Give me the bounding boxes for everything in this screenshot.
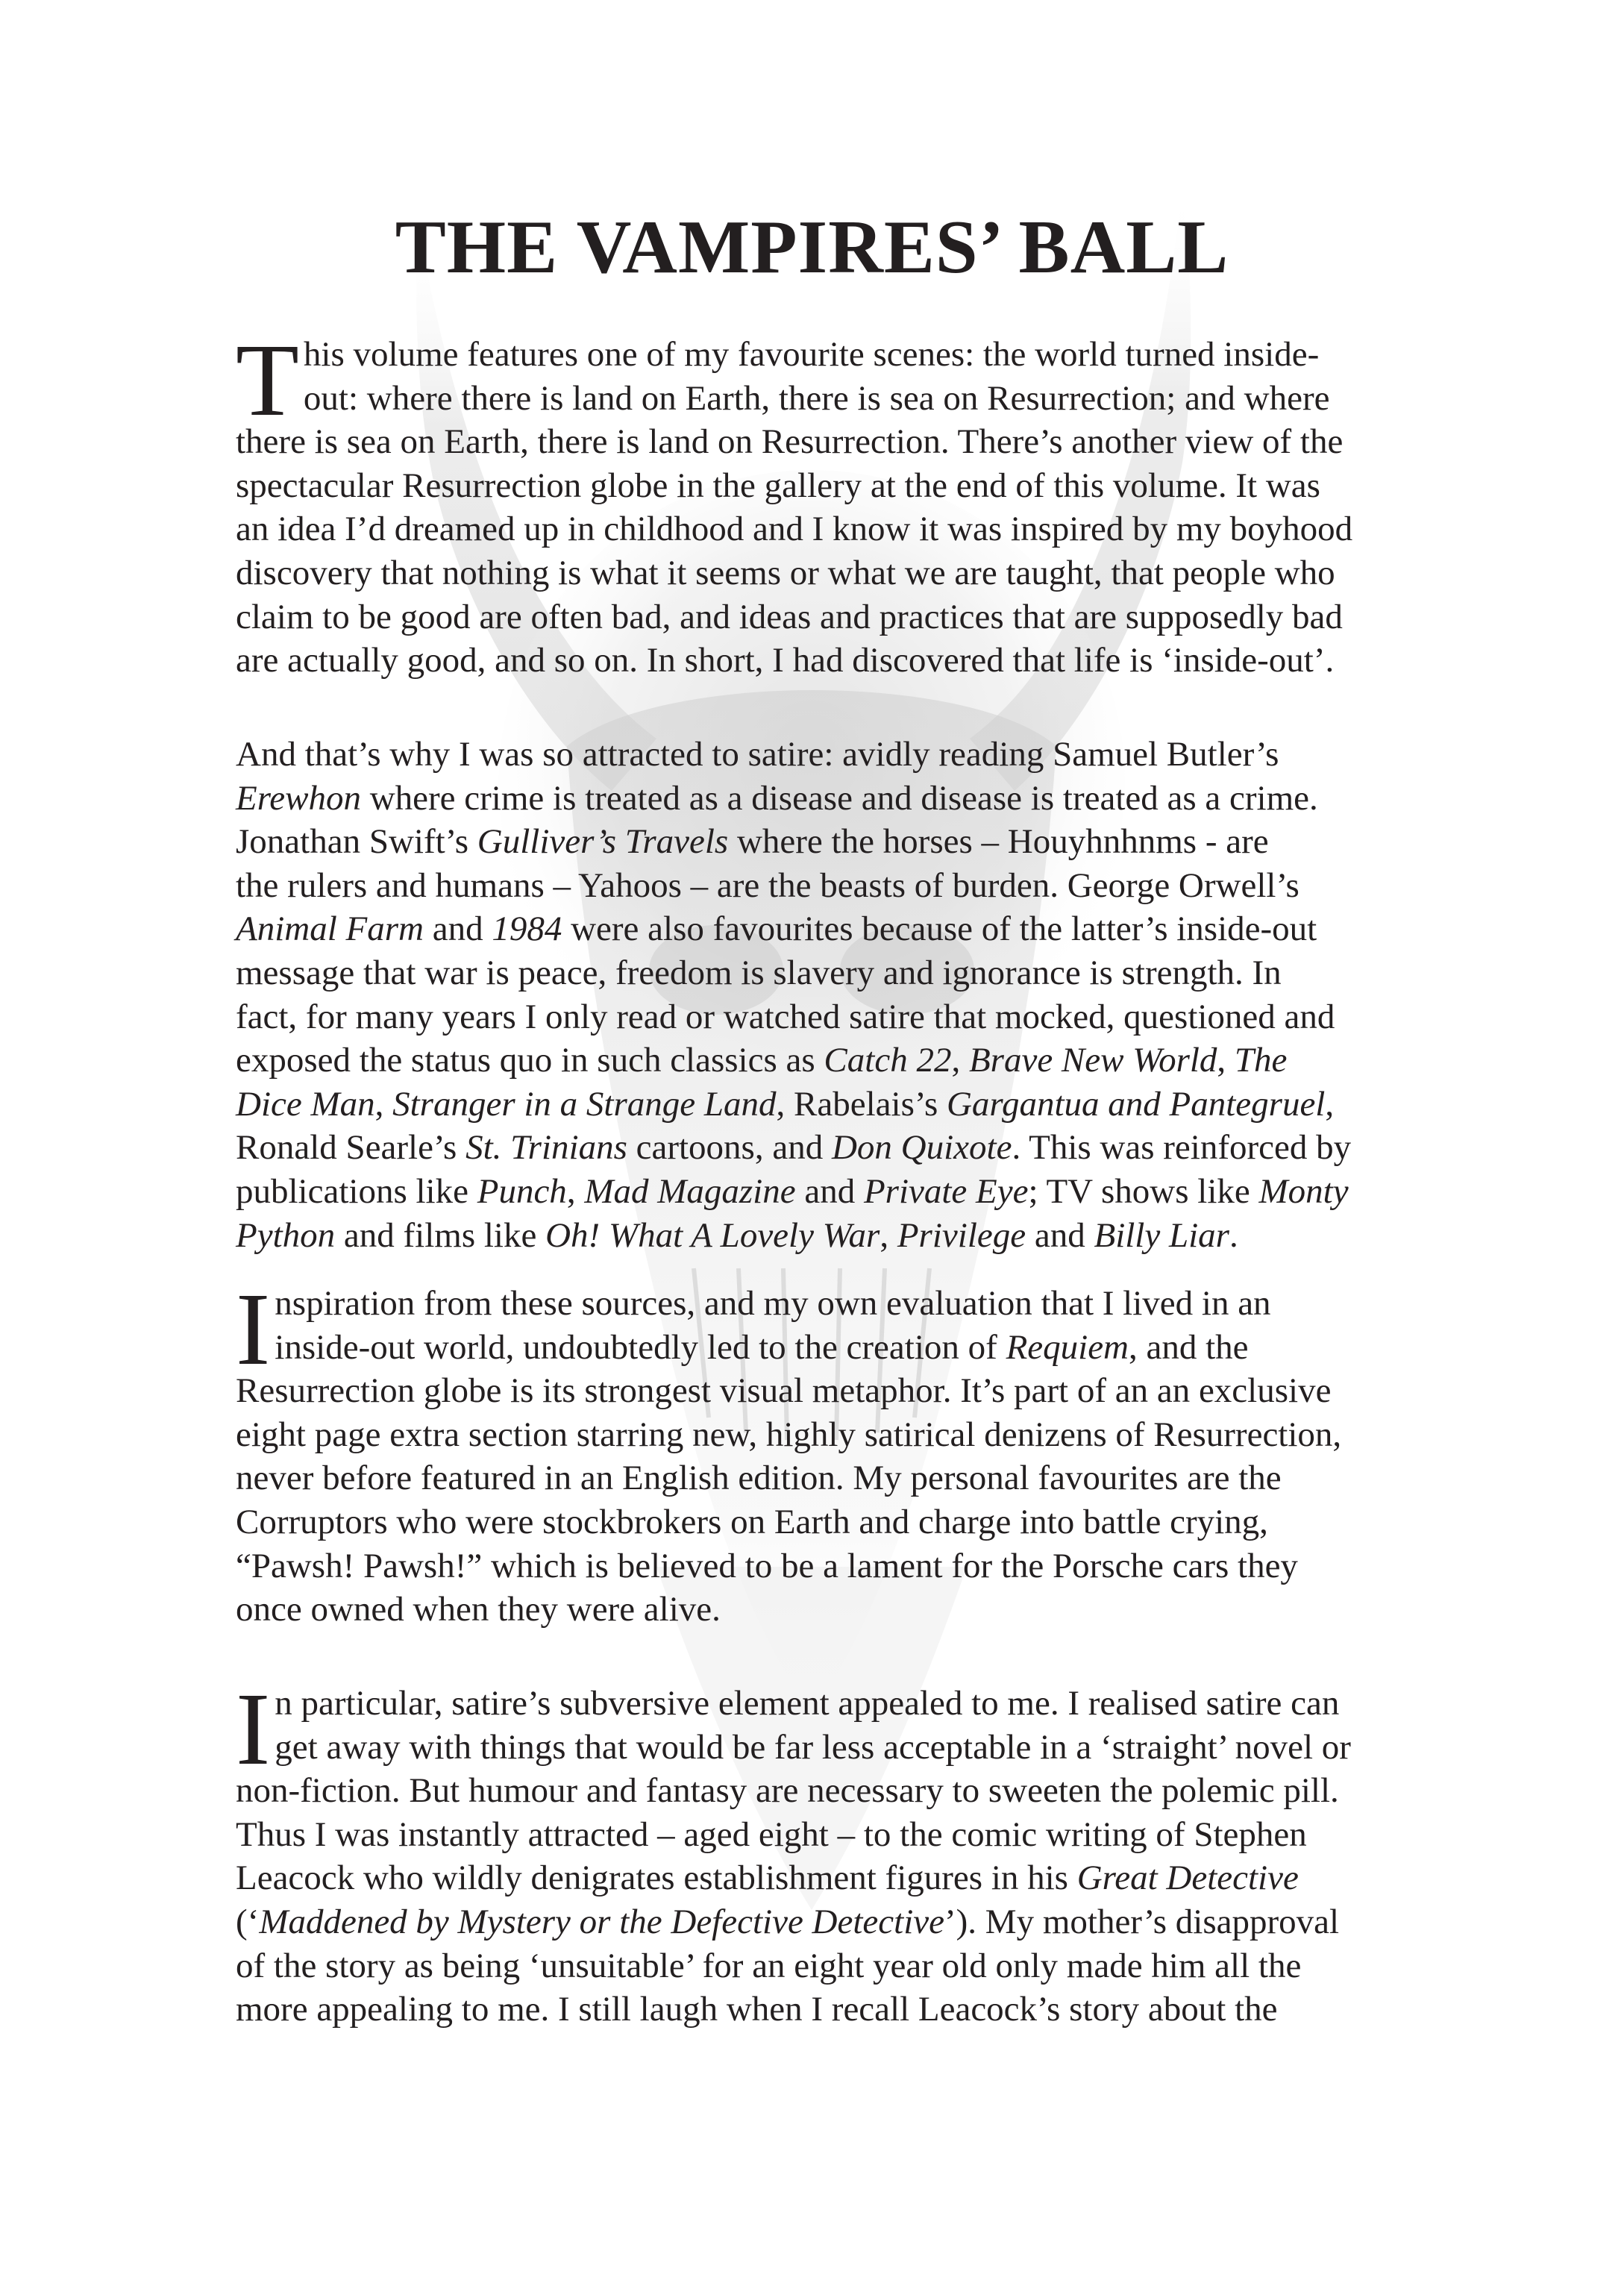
text-line [236, 1039, 1414, 1083]
book-title: Maddened by Mystery or the Defective Detective [259, 1902, 944, 1941]
book-title: The [1234, 1041, 1288, 1080]
text-run: , [951, 1041, 969, 1080]
text-line: get away with things that would be far less acceptable in a ‘straight’ novel or [275, 1727, 1351, 1767]
book-title: Animal Farm [236, 909, 424, 949]
text-line: n particular, satire’s subversive element appealed to me. I realised satire can [275, 1684, 1340, 1723]
drop-cap-i: I [236, 1272, 271, 1387]
book-title: Great Detective [1076, 1858, 1299, 1898]
text-run: , [1325, 1084, 1335, 1124]
text-line [236, 1083, 1414, 1127]
text-line: out: where there is land on Earth, there is sea on Resurrection; and where [303, 378, 1330, 418]
text-line [236, 1214, 1414, 1258]
paragraph-2 [236, 733, 1414, 1257]
text-run: , [880, 1215, 897, 1255]
film-title: Billy Liar [1094, 1215, 1229, 1255]
text-run: inside-out world, undoubtedly led to the creation of [275, 1327, 1006, 1367]
paragraph-1 [236, 323, 1414, 683]
film-title: Oh! What A Lovely War [545, 1215, 880, 1255]
text-run: Leacock who wildly denigrates establishment figures in his [236, 1858, 1077, 1898]
text-line: discovery that nothing is what it seems or what we are taught, that people who [236, 553, 1335, 592]
text-line: “Pawsh! Pawsh!” which is believed to be a lament for the Porsche cars they [236, 1546, 1298, 1585]
drop-cap-t: T [236, 323, 299, 438]
book-title: Brave New World [968, 1041, 1217, 1080]
show-title: Monty [1258, 1171, 1349, 1211]
show-title: Python [236, 1215, 336, 1255]
text-line: his volume features one of my favourite scenes: the world turned inside- [303, 335, 1320, 374]
text-line: fact, for many years I only read or watched satire that mocked, questioned and [236, 997, 1335, 1036]
text-run: where crime is treated as a disease and disease is treated as a crime. [360, 778, 1318, 818]
text-run: , [374, 1084, 393, 1124]
text-line: an idea I’d dreamed up in childhood and I know it was inspired by my boyhood [236, 510, 1353, 549]
text-line: there is sea on Earth, there is land on Resurrection. There’s another view of the [236, 422, 1344, 462]
text-line: of the story as being ‘unsuitable’ for an eight year old only made him all the [236, 1946, 1302, 1985]
text-run: , and the [1129, 1327, 1249, 1367]
text-line: And that’s why I was so attracted to satire: avidly reading Samuel Butler’s [236, 735, 1279, 774]
paragraph-3 [236, 1272, 1414, 1632]
text-line: Corruptors who were stockbrokers on Earth and charge into battle crying, [236, 1502, 1268, 1541]
text-run: Jonathan Swift’s [236, 822, 477, 862]
publication-title: Mad Magazine [584, 1171, 796, 1211]
text-run: (‘ [236, 1902, 260, 1941]
book-title: Requiem [1006, 1327, 1129, 1367]
text-line: message that war is peace, freedom is slavery and ignorance is strength. In [236, 953, 1282, 992]
book-title: Dice Man [236, 1084, 375, 1124]
text-run: were also favourites because of the latter’s inside-out [562, 909, 1317, 949]
text-line: are actually good, and so on. In short, I had discovered that life is ‘inside-out’. [236, 641, 1335, 680]
book-title: Gulliver’s Travels [477, 822, 729, 862]
text-line: once owned when they were alive. [236, 1590, 721, 1629]
text-run: . This was reinforced by [1012, 1128, 1352, 1168]
text-run: ’). My mother’s disapproval [944, 1902, 1340, 1941]
text-run: and [423, 909, 492, 949]
paragraph-4 [236, 1672, 1414, 2032]
text-line: the rulers and humans – Yahoos – are the beasts of burden. George Orwell’s [236, 865, 1299, 905]
book-title: Stranger in a Strange Land [392, 1084, 777, 1124]
drop-cap-i: I [236, 1672, 271, 1787]
text-line: nspiration from these sources, and my own evaluation that I lived in an [275, 1284, 1271, 1323]
text-line: non-fiction. But humour and fantasy are necessary to sweeten the polemic pill. [236, 1771, 1339, 1811]
book-title: St. Trinians [465, 1128, 627, 1168]
text-line: more appealing to me. I still laugh when I recall Leacock’s story about the [236, 1990, 1278, 2029]
text-line: Resurrection globe is its strongest visual metaphor. It’s part of an an exclusive [236, 1371, 1332, 1411]
text-line [236, 777, 1414, 821]
text-line: claim to be good are often bad, and ideas and practices that are supposedly bad [236, 597, 1343, 636]
text-run: where the horses – Houyhnhnms - are [728, 822, 1269, 862]
book-title: 1984 [492, 909, 562, 949]
text-run: , [1217, 1041, 1235, 1080]
text-run: and [1026, 1215, 1094, 1255]
text-run: ; TV shows like [1028, 1171, 1259, 1211]
text-line: Thus I was instantly attracted – aged eight – to the comic writing of Stephen [236, 1814, 1307, 1854]
text-line [236, 1126, 1414, 1170]
book-title: Erewhon [236, 778, 361, 818]
text-run: , [566, 1171, 585, 1211]
text-run: , Rabelais’s [776, 1084, 947, 1124]
text-line: spectacular Resurrection globe in the gallery at the end of this volume. It was [236, 466, 1320, 505]
text-line [236, 820, 1414, 864]
book-title: Gargantua and Pantegruel [946, 1084, 1326, 1124]
text-line [236, 1326, 1414, 1370]
text-line [236, 1170, 1414, 1214]
text-line [236, 1900, 1414, 1944]
film-title: Privilege [897, 1215, 1026, 1255]
page-title: THE VAMPIRES’ BALL [395, 205, 1229, 289]
book-title: Catch 22 [824, 1041, 952, 1080]
text-run: Ronald Searle’s [236, 1128, 466, 1168]
text-run: and [795, 1171, 864, 1211]
text-line [236, 907, 1414, 951]
text-line: eight page extra section starring new, highly satirical denizens of Resurrection, [236, 1415, 1342, 1454]
text-run: . [1229, 1215, 1238, 1255]
text-line: never before featured in an English edition. My personal favourites are the [236, 1459, 1282, 1498]
publication-title: Private Eye [863, 1171, 1029, 1211]
publication-title: Punch [477, 1171, 567, 1211]
text-run: exposed the status quo in such classics as [236, 1041, 824, 1080]
text-run: and films like [335, 1215, 546, 1255]
text-run: cartoons, and [627, 1128, 832, 1168]
text-line [236, 1856, 1414, 1900]
book-title: Don Quixote [831, 1128, 1012, 1168]
text-run: publications like [236, 1171, 477, 1211]
